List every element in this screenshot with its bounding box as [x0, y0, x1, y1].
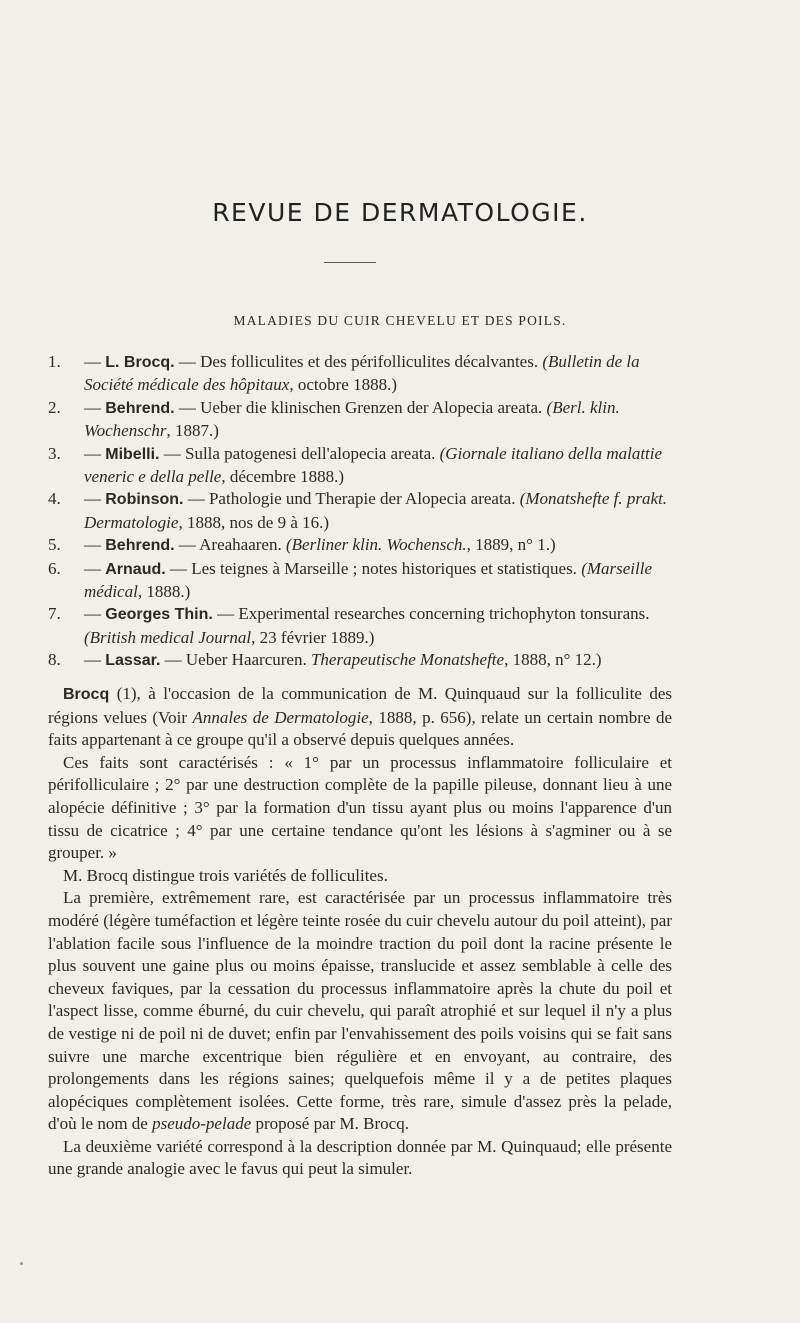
reference-source: (Monatshefte f. prakt. Dermatologie — [84, 489, 668, 532]
reference-separator: — — [174, 535, 200, 555]
article-body — [48, 683, 672, 1181]
reference-dash: — — [84, 352, 106, 371]
reference-item — [48, 649, 674, 672]
title-rule — [324, 262, 376, 263]
reference-author: Georges Thin. — [105, 606, 213, 624]
reference-source: (Marseille médical — [84, 558, 653, 602]
italic-text: pseudo-pelade — [152, 1114, 252, 1134]
reference-number: 4. — [48, 489, 61, 509]
reference-number: 8. — [48, 650, 61, 670]
reference-source: (Berliner klin. Wochensch. — [285, 535, 467, 555]
reference-author: Lassar. — [105, 652, 161, 670]
reference-dash: — — [84, 443, 106, 463]
page-title: REVUE DE DERMATOLOGIE. — [212, 198, 588, 227]
reference-number: 2. — [48, 397, 61, 417]
reference-tail: , 1889, n° 1.) — [466, 535, 556, 555]
reference-tail: , octobre 1888.) — [289, 375, 397, 395]
reference-separator: — — [174, 397, 201, 417]
reference-number: 5. — [48, 535, 61, 555]
reference-author: L. Brocq. — [105, 354, 175, 371]
reference-tail: , 1888.) — [137, 582, 191, 602]
paragraph-text: M. Brocq distingue trois variétés de folliculites. — [63, 865, 388, 885]
reference-text: Experimental researches concerning trichophyton tonsurans. — [238, 604, 650, 624]
reference-separator: — — [165, 558, 192, 578]
reference-separator: — — [160, 650, 186, 670]
reference-text: Pathologie und Therapie der Alopecia areata. — [208, 489, 520, 509]
reference-source: (British medical Journal — [84, 627, 252, 647]
body-paragraph — [48, 683, 672, 752]
reference-tail: , 1887.) — [166, 421, 219, 441]
italic-text: Annales de Dermatologie — [192, 707, 369, 727]
reference-source: (Berl. klin. Wochenschr — [84, 397, 620, 441]
reference-author: Arnaud. — [105, 560, 166, 578]
reference-author: Mibelli. — [105, 445, 160, 463]
body-paragraph — [48, 865, 672, 888]
reference-item — [48, 397, 674, 443]
reference-author: Robinson. — [105, 491, 184, 509]
body-paragraph — [48, 1136, 672, 1181]
reference-item — [48, 488, 674, 534]
paragraph-text: , 1888, p. 656), relate un certain nombre de faits appartenant à ce groupe qu'il a observé depuis quelques années. — [48, 707, 672, 750]
section-heading: MALADIES DU CUIR CHEVELU ET DES POILS. — [233, 313, 567, 328]
reference-source: (Giornale italiano della malattie veneric e della pelle — [84, 443, 663, 487]
reference-author: Behrend. — [105, 537, 175, 555]
reference-item — [48, 443, 674, 489]
reference-dash: — — [84, 489, 106, 509]
reference-text: Des folliculites et des périfolliculites décalvantes. — [200, 352, 543, 371]
body-paragraph — [48, 752, 672, 865]
reference-item — [48, 603, 674, 649]
reference-text: Ueber die klinischen Grenzen der Alopecia areata. — [200, 397, 547, 417]
reference-tail: , 23 février 1889.) — [251, 627, 375, 647]
reference-text: Areahaaren. — [199, 535, 286, 555]
reference-dash: — — [84, 558, 106, 578]
reference-list — [48, 351, 674, 673]
paragraph-text: La deuxième variété correspond à la description donnée par M. Quinquaud; elle présente une grande analogie avec le favus qui peut la simuler. — [48, 1136, 672, 1179]
reference-number: 1. — [48, 352, 61, 371]
reference-source: (Bulletin de la Société médicale des hôpitaux — [84, 352, 640, 395]
reference-source: Therapeutische Monatshefte — [310, 650, 505, 670]
reference-dash: — — [84, 650, 106, 670]
paper-speck — [20, 1262, 23, 1265]
reference-dash: — — [84, 397, 106, 417]
body-paragraph — [48, 887, 672, 1136]
reference-text: Les teignes à Marseille ; notes historiques et statistiques. — [191, 558, 582, 578]
paragraph-text: (1), à l'occasion de la communication de M. Quinquaud sur la folliculite des régions velues (Voir — [48, 684, 672, 727]
reference-number: 3. — [48, 443, 61, 463]
reference-tail: , 1888, n° 12.) — [504, 650, 602, 670]
reference-item — [48, 558, 674, 604]
paragraph-text: Ces faits sont caractérisés : « 1° par un processus inflammatoire folliculaire et périfolliculaire ; 2° par une destruction complète de la papille pileuse, donnant lieu à une alopécie définitive ; 3° par la formation d'un tissu ayant plus ou moins l'apparence d'un tissu de cicatrice ; 4° par une certaine tendance qu'ont les lésions à s'agminer ou à se grouper. » — [48, 752, 672, 863]
reference-item — [48, 351, 674, 397]
reference-tail: , décembre 1888.) — [221, 467, 345, 487]
paragraph-text: proposé par M. Brocq. — [251, 1114, 409, 1134]
reference-text: Sulla patogenesi dell'alopecia areata. — [184, 443, 440, 463]
reference-dash: — — [84, 604, 106, 624]
reference-text: Ueber Haarcuren. — [185, 650, 311, 670]
reference-tail: , 1888, nos de 9 à 16.) — [178, 512, 330, 532]
paragraph-text: La première, extrêmement rare, est caractérisée par un processus inflammatoire très modéré (légère tuméfaction et légère teinte rosée du cuir chevelu autour du poil atteint), par l'ablation facile sous l'influence de la moindre traction du poil dont la racine présente le plus souvent une gaine plus ou moins épaisse, translucide et assez semblable à celle des cheveux faviques, par la cessation du processus inflammatoire après la chute du poil et l'aspect lisse, comme éburné, du cuir chevelu, qui paraît atrophié et sur lequel il n'y a plus de vestige ni de poil ni de duvet; enfin par l'envahissement des poils voisins qui se fait sans suivre une marche excentrique bien régulière et en envoyant, au contraire, des prolongements dans les régions saines; quelquefois même il y a de petites plaques alopéciques complètement isolées. Cette forme, très rare, simule d'assez près la pelade, d'où le nom de — [48, 888, 672, 1134]
paragraph-lead-author: Brocq — [63, 686, 110, 703]
reference-separator: — — [159, 443, 185, 463]
reference-separator: — — [212, 604, 239, 624]
reference-number: 6. — [48, 558, 61, 578]
reference-item — [48, 534, 674, 557]
reference-separator: — — [174, 352, 201, 371]
reference-separator: — — [183, 489, 209, 509]
reference-author: Behrend. — [105, 399, 175, 417]
reference-number: 7. — [48, 604, 61, 624]
reference-dash: — — [84, 535, 106, 555]
